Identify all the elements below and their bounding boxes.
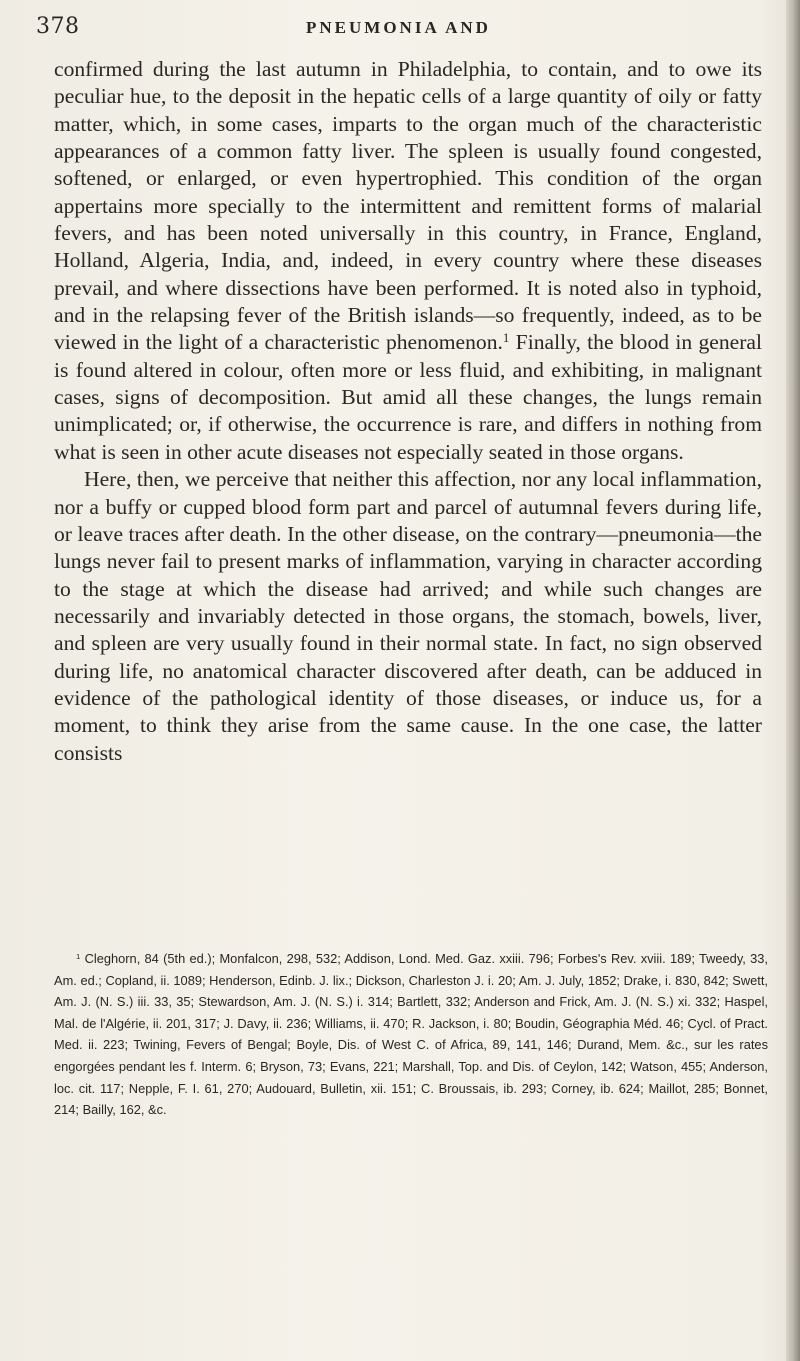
- paragraph-1-text-b: Finally, the blood in general is found altered in colour, often more or less fluid, and exhibiting, in malignant cases, signs of decomposition. But amid all these changes, the lungs remain unimplicated; or, if otherwise, the occurrence is rare, and differs in nothing from what is seen in other acute diseases not especially seated in those organs.: [54, 330, 763, 464]
- paragraph-1: [54, 56, 762, 466]
- footnote-text: Cleghorn, 84 (5th ed.); Monfalcon, 298, 532; Addison, Lond. Med. Gaz. xxiii. 796; Forbes's Rev. xviii. 189; Tweedy, 33, Am. ed.; Copland, ii. 1089; Henderson, Edinb. J. lix.; Dickson, Charleston J. i. 20; Am. J. July, 1852; Drake, i. 830, 842; Swett, Am. J. (N. S.) iii. 33, 35; Stewardson, Am. J. (N. S.) i. 314; Bartlett, 332; Anderson and Frick, Am. J. (N. S.) xi. 332; Haspel, Mal. de l'Algérie, ii. 201, 317; J. Davy, ii. 236; Williams, ii. 470; R. Jackson, i. 80; Boudin, Géographia Méd. 46; Cycl. of Pract. Med. ii. 223; Twining, Fevers of Bengal; Boyle, Dis. of West C. of Africa, 89, 141, 146; Durand, Mem. &c., sur les rates engorgées pendant les f. Interm. 6; Bryson, 73; Evans, 221; Marshall, Top. and Dis. of Ceylon, 142; Watson, 455; Anderson, loc. cit. 117; Nepple, F. I. 61, 270; Audouard, Bulletin, xii. 151; C. Broussais, ib. 293; Corney, ib. 624; Maillot, 285; Bonnet, 214; Bailly, 162, &c.: [54, 951, 768, 1118]
- page-header: [36, 14, 776, 44]
- footnote-1: [54, 948, 768, 1121]
- footnote-reference: 1: [502, 330, 510, 346]
- paragraph-2: Here, then, we perceive that neither this affection, nor any local inflammation, nor a buffy or cupped blood form part and parcel of autumnal fevers during life, or leave traces after death. In the other disease, on the contrary—pneumonia—the lungs never fail to present marks of inflammation, varying in character according to the stage at which the disease had arrived; and while such changes are necessarily and invariably detected in those organs, the stomach, bowels, liver, and spleen are very usually found in their normal state. In fact, no sign observed during life, no anatomical character discovered after death, can be adduced in evidence of the pathological identity of those diseases, or induce us, for a moment, to think they arise from the same cause. In the one case, the latter consists: [54, 467, 762, 765]
- footnote-marker: 1: [76, 951, 81, 961]
- running-head: PNEUMONIA AND: [306, 18, 491, 37]
- page-number: 378: [36, 14, 80, 39]
- page-edge: [786, 0, 800, 1361]
- body-text: [54, 56, 762, 767]
- footnotes: [54, 948, 768, 1121]
- paragraph-1-text-a: confirmed during the last autumn in Philadelphia, to contain, and to owe its peculiar hue, to the deposit in the hepatic cells of a large quantity of oily or fatty matter, which, in some cases, imparts to the organ much of the characteristic appearances of a common fatty liver. The spleen is usually found congested, softened, or enlarged, or even hypertrophied. This condition of the organ appertains more specially to the intermittent and remittent forms of malarial fevers, and has been noted universally in this country, in France, England, Holland, Algeria, India, and, indeed, in every country where these diseases prevail, and where dissections have been performed. It is noted also in typhoid, and in the relapsing fever of the British islands—so frequently, indeed, as to be viewed in the light of a characteristic phenomenon.: [54, 57, 762, 355]
